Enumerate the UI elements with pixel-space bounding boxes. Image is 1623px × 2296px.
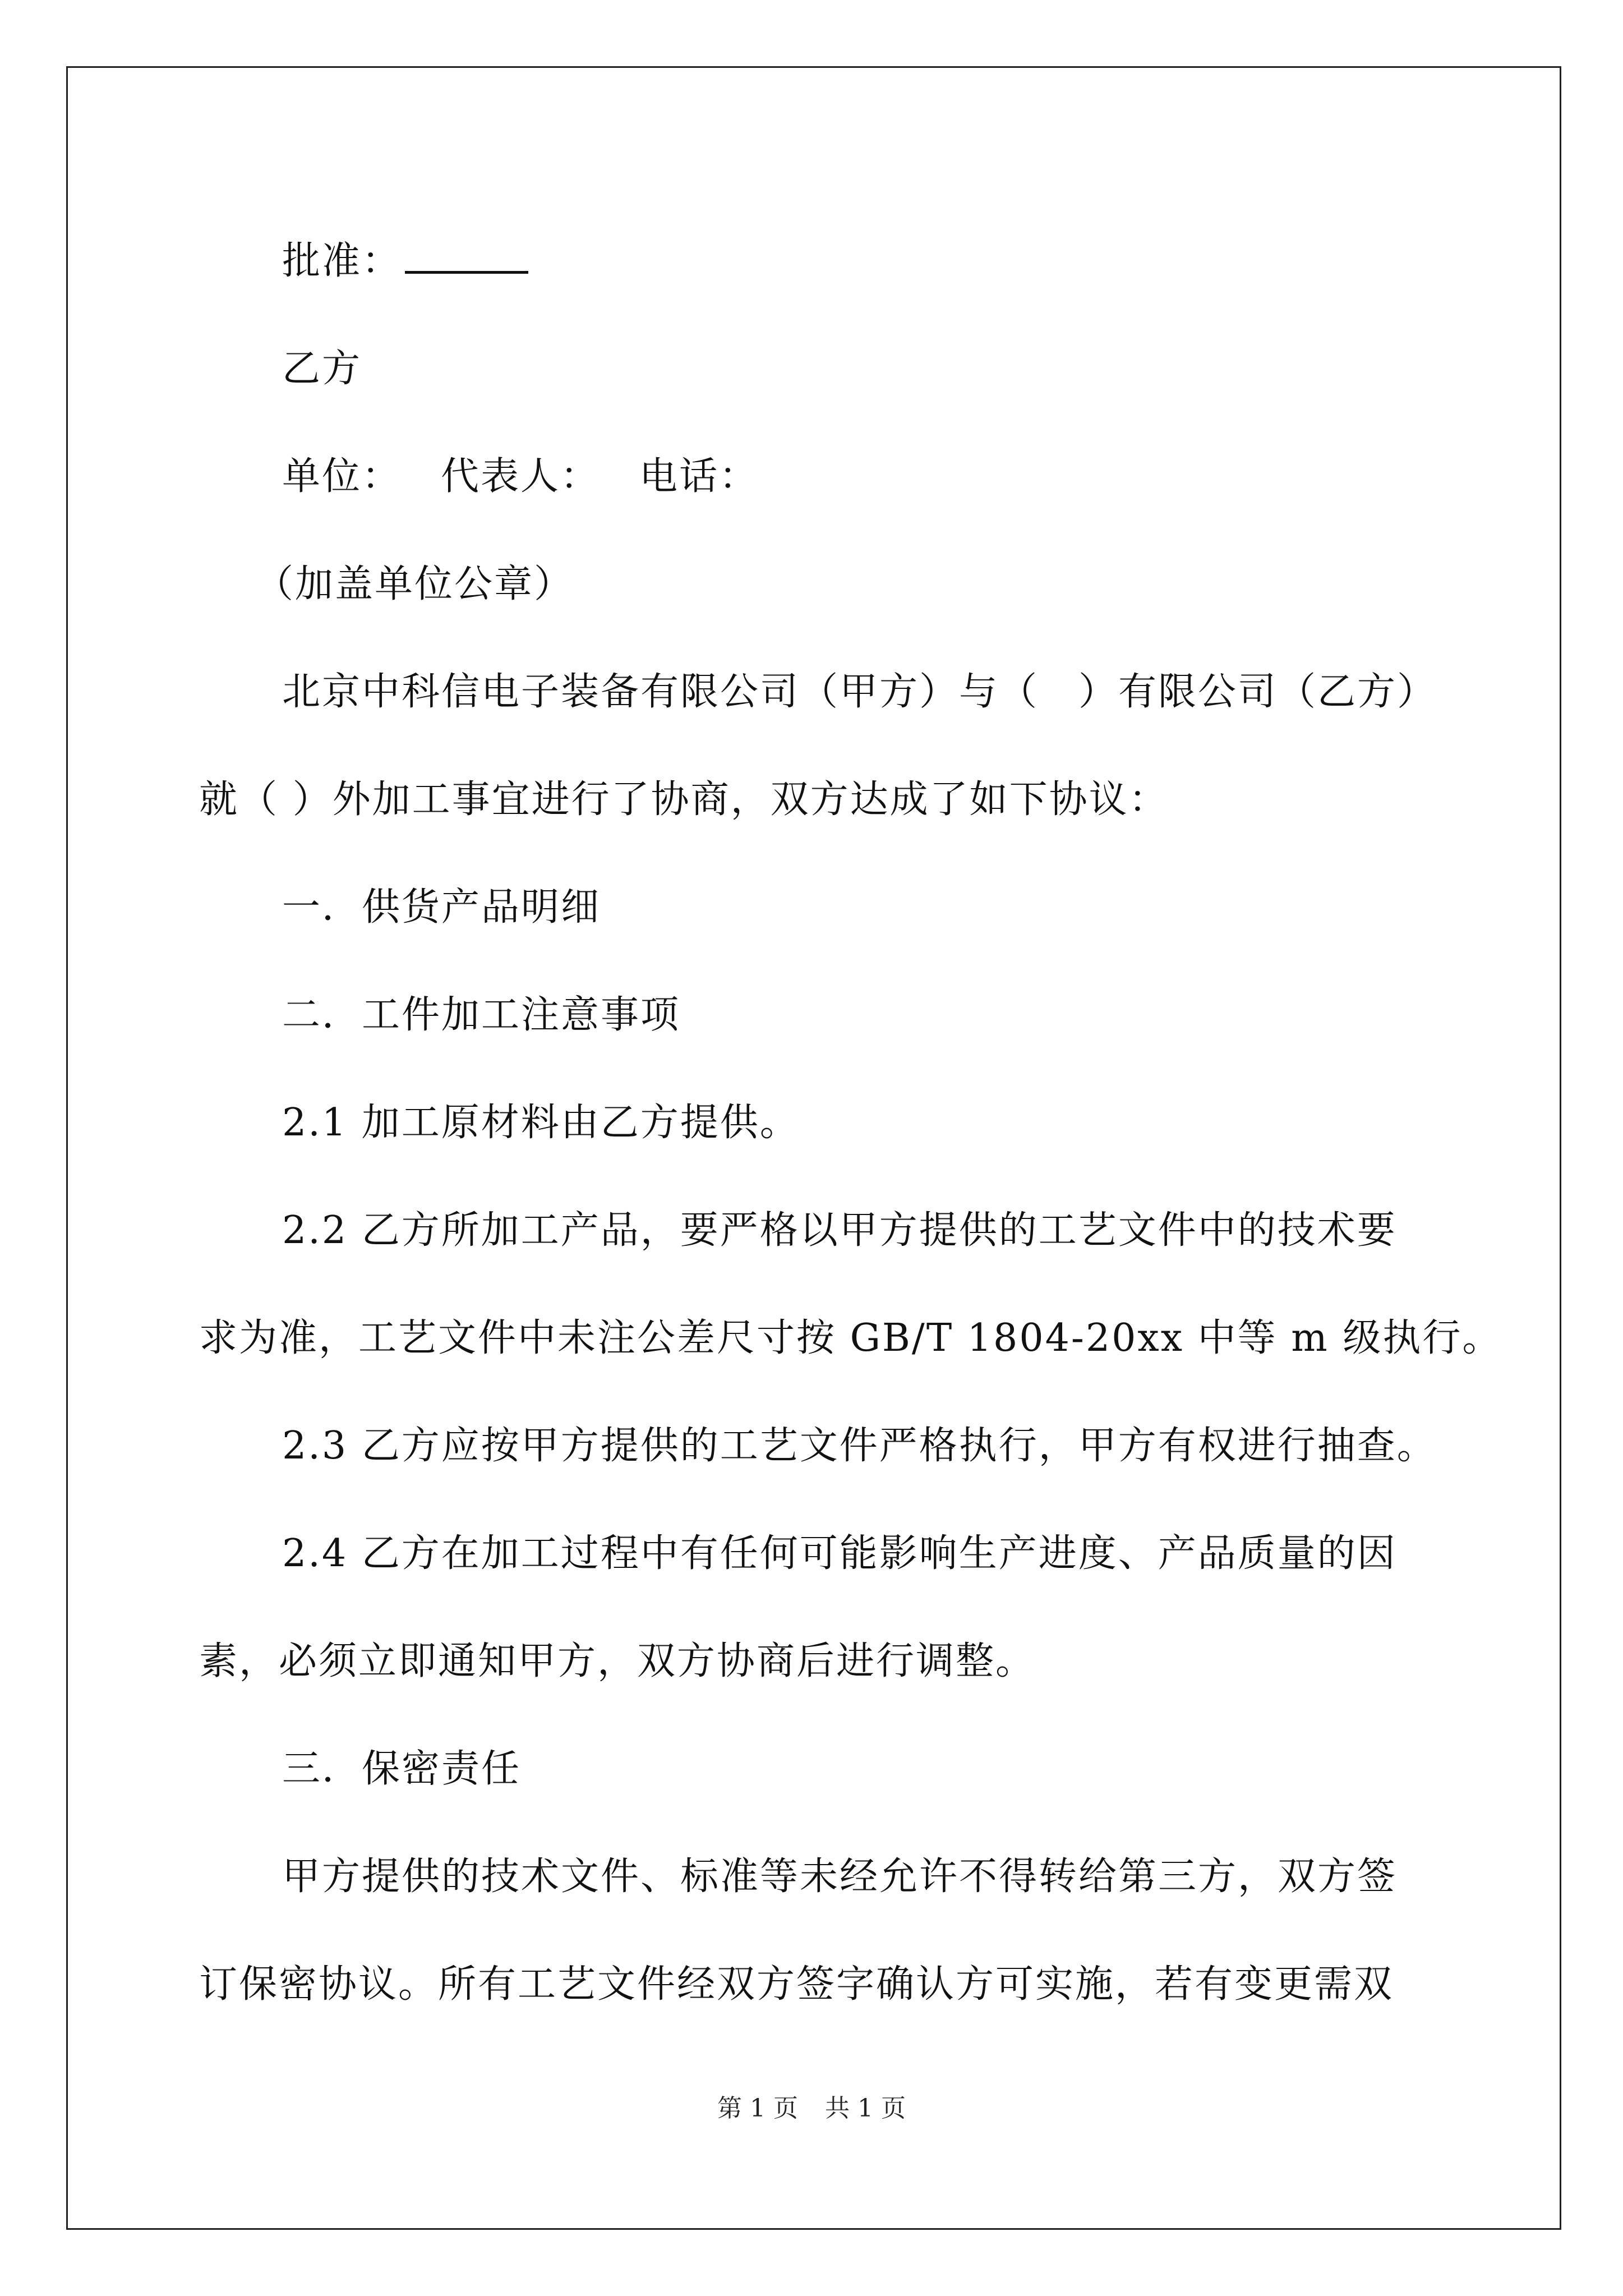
- approval-line: [199, 208, 1438, 315]
- clause-2-2-line-1: 2.2 乙方所加工产品，要严格以甲方提供的工艺文件中的技术要: [282, 1208, 1397, 1253]
- representative-label: 代表人：: [441, 454, 601, 499]
- clause-2-2-line-2: 求为准，工艺文件中未注公差尺寸按 GB/T 1804-20xx 中等 m 级执行。: [199, 1316, 1502, 1360]
- intro-line-2: 就（ ）外加工事宜进行了协商，双方达成了如下协议：: [199, 777, 1169, 822]
- phone-label: 电话：: [639, 454, 759, 499]
- page-number-total: 共 1 页: [825, 2094, 906, 2123]
- section-2-title: 二．工件加工注意事项: [282, 993, 681, 1037]
- clause-2-4-line-2: 素，必须立即通知甲方，双方协商后进行调整。: [199, 1639, 1036, 1683]
- section-3-line-1: 甲方提供的技术文件、标准等未经允许不得转给第三方，双方签: [282, 1855, 1398, 1899]
- clause-2-1: 2.1 加工原材料由乙方提供。: [282, 1101, 800, 1145]
- seal-note: （加盖单位公章）: [255, 562, 574, 606]
- section-3-title: 三．保密责任: [282, 1747, 522, 1791]
- section-3-line-2: 订保密协议。所有工艺文件经双方签字确认方可实施，若有变更需双: [199, 1962, 1394, 2007]
- document-body: [199, 208, 1502, 2039]
- section-1-title: 一．供货产品明细: [282, 885, 601, 930]
- clause-2-4-line-1: 2.4 乙方在加工过程中有任何可能影响生产进度、产品质量的因: [282, 1531, 1397, 1576]
- party-b-label: 乙方: [282, 347, 362, 391]
- contact-line: [199, 423, 1438, 531]
- unit-label: 单位：: [282, 454, 402, 499]
- clause-2-3: 2.3 乙方应按甲方提供的工艺文件严格执行，甲方有权进行抽查。: [282, 1424, 1437, 1468]
- page-footer: [0, 2088, 1623, 2124]
- intro-line-1: 北京中科信电子装备有限公司（甲方）与（ ）有限公司（乙方）: [282, 670, 1437, 714]
- approval-blank: [405, 238, 528, 274]
- approval-label: 批准：: [282, 239, 402, 283]
- page-number-current: 第 1 页: [717, 2094, 798, 2123]
